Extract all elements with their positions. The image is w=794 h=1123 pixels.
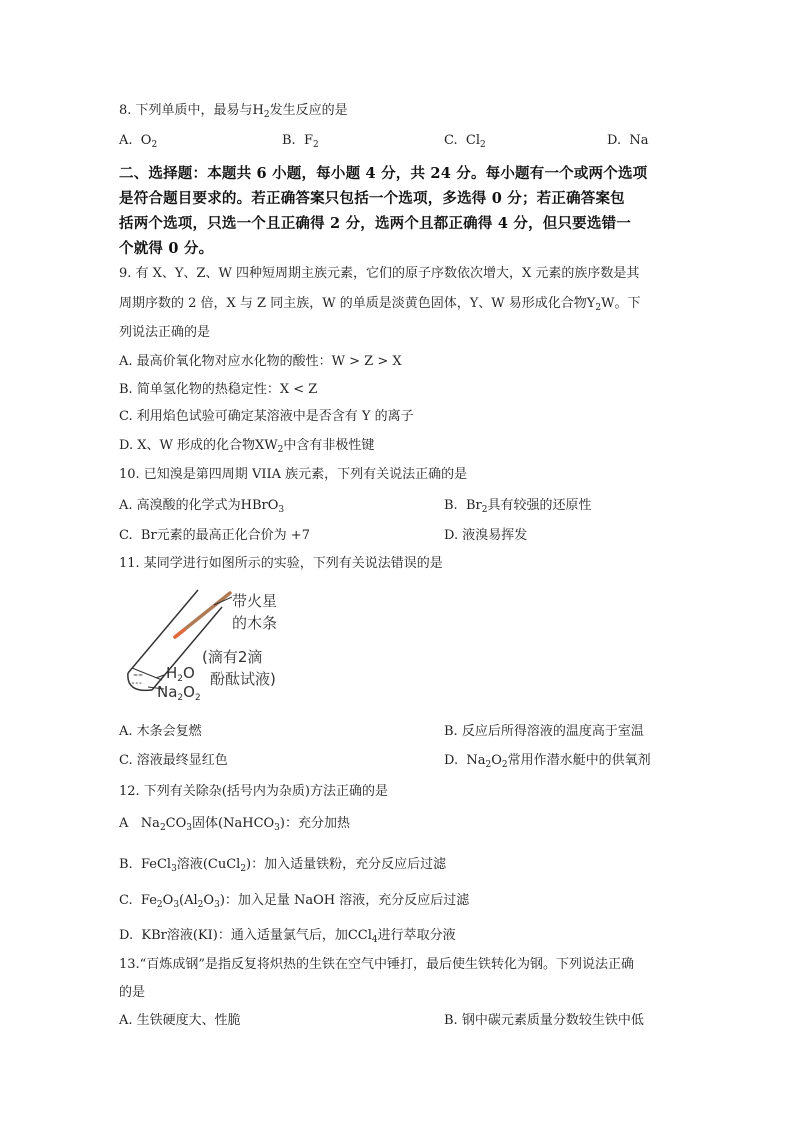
q12-option-c: C. $Fe_2O_3(Al_2O_3)$：加入足量 NaOH 溶液，充分反应后过滤 bbox=[119, 893, 470, 910]
figure-label-na2o2: $Na_2O_2$ bbox=[157, 683, 201, 703]
q9-formula-y2w: $Y_2W$ bbox=[586, 296, 615, 313]
figure-label-phenol-1: (滴有2滴 bbox=[202, 648, 263, 666]
q8-option-b: B. $F_2$ bbox=[282, 133, 319, 150]
q9-stem-line1: 9. 有 X、Y、Z、W 四种短周期主族元素，它们的原子序数依次增大，X 元素的族序数是其 bbox=[119, 266, 640, 281]
q10-stem: 10. 已知溴是第四周期 VIIA 族元素，下列有关说法正确的是 bbox=[119, 467, 468, 482]
q11-stem: 11. 某同学进行如图所示的实验，下列有关说法错误的是 bbox=[119, 556, 443, 571]
section2-line3: 括两个选项，只选一个且正确得 2 分，选两个且都正确得 4 分，但只要选错一 bbox=[119, 215, 631, 232]
q9-option-c: C. 利用焰色试验可确定某溶液中是否含有 Y 的离子 bbox=[119, 409, 414, 424]
q11-option-b: B. 反应后所得溶液的温度高于室温 bbox=[444, 724, 644, 739]
q12-stem: 12. 下列有关除杂(括号内为杂质)方法正确的是 bbox=[119, 784, 388, 799]
section2-line2: 是符合题目要求的。若正确答案只包括一个选项，多选得 0 分；若正确答案包 bbox=[119, 190, 625, 207]
q10-option-a: A. 高溴酸的化学式为HBrO$_3$ bbox=[119, 498, 285, 515]
q8-stem-post: 发生反应的是 bbox=[269, 103, 348, 118]
q9-stem-line2: 周期序数的 2 倍，X 与 Z 同主族，W 的单质是淡黄色固体，Y、W 易形成化合物$Y_2W$。下 bbox=[119, 296, 641, 313]
q8-formula-h2: $H_2$ bbox=[252, 103, 270, 120]
section2-line1: 二、选择题：本题共 6 小题，每小题 4 分，共 24 分。每小题有一个或两个选项 bbox=[119, 165, 648, 182]
q8-stem bbox=[119, 99, 348, 120]
q11-option-c: C. 溶液最终显红色 bbox=[119, 753, 228, 768]
q13-stem-line2: 的是 bbox=[119, 985, 146, 1000]
q10-option-d: D. 液溴易挥发 bbox=[444, 528, 528, 543]
q9-option-a: A. 最高价氧化物对应水化物的酸性：W > Z > X bbox=[119, 354, 402, 369]
q13-stem-line1: 13.“百炼成钢”是指反复将炽热的生铁在空气中锤打，最后使生铁转化为钢。下列说法正确 bbox=[119, 957, 634, 972]
q8-option-a: A. $O_2$ bbox=[119, 133, 158, 150]
figure-label-phenol-2: 酚酞试液) bbox=[210, 670, 276, 688]
q9-stem-line3: 列说法正确的是 bbox=[119, 325, 211, 340]
q11-option-a: A. 木条会复燃 bbox=[119, 724, 202, 739]
q8-stem-text: 8. 下列单质中，最易与 bbox=[119, 103, 253, 118]
q8-option-c: C. $Cl_2$ bbox=[444, 133, 486, 150]
svg-text:∘∘∘: ∘∘∘ bbox=[131, 680, 143, 687]
q11-option-d: D. $Na_2O_2$常用作潜水艇中的供氧剂 bbox=[444, 753, 651, 770]
q8-option-d: D. Na bbox=[607, 133, 649, 148]
q9-option-d: D. X、W 形成的化合物$XW_2$中含有非极性键 bbox=[119, 438, 375, 455]
figure-label-h2o: $H_2O$ bbox=[166, 664, 195, 684]
figure-label-splint-2: 的木条 bbox=[232, 614, 278, 632]
q13-option-a: A. 生铁硬度大、性脆 bbox=[119, 1013, 241, 1028]
figure-label-splint-1: 带火星 bbox=[232, 592, 278, 610]
q12-option-d: D. KBr溶液(KI)：通入适量氯气后，加CCl$_4$进行萃取分液 bbox=[119, 928, 456, 945]
q13-option-b: B. 钢中碳元素质量分数较生铁中低 bbox=[444, 1013, 644, 1028]
q10-option-b: B. $Br_2$具有较强的还原性 bbox=[444, 498, 592, 515]
q9-option-b: B. 简单氢化物的热稳定性：X < Z bbox=[119, 382, 318, 397]
q12-option-b: B. FeCl$_3$溶液(CuCl$_2$)：加入适量铁粉，充分反应后过滤 bbox=[119, 857, 447, 874]
q10-option-c: C. Br元素的最高正化合价为 +7 bbox=[119, 528, 310, 543]
section2-line4: 个就得 0 分。 bbox=[119, 240, 214, 257]
svg-text:≈≈: ≈≈ bbox=[133, 672, 144, 679]
q12-option-a: A $Na_2CO_3$固体(NaHCO$_3$)：充分加热 bbox=[119, 816, 350, 833]
